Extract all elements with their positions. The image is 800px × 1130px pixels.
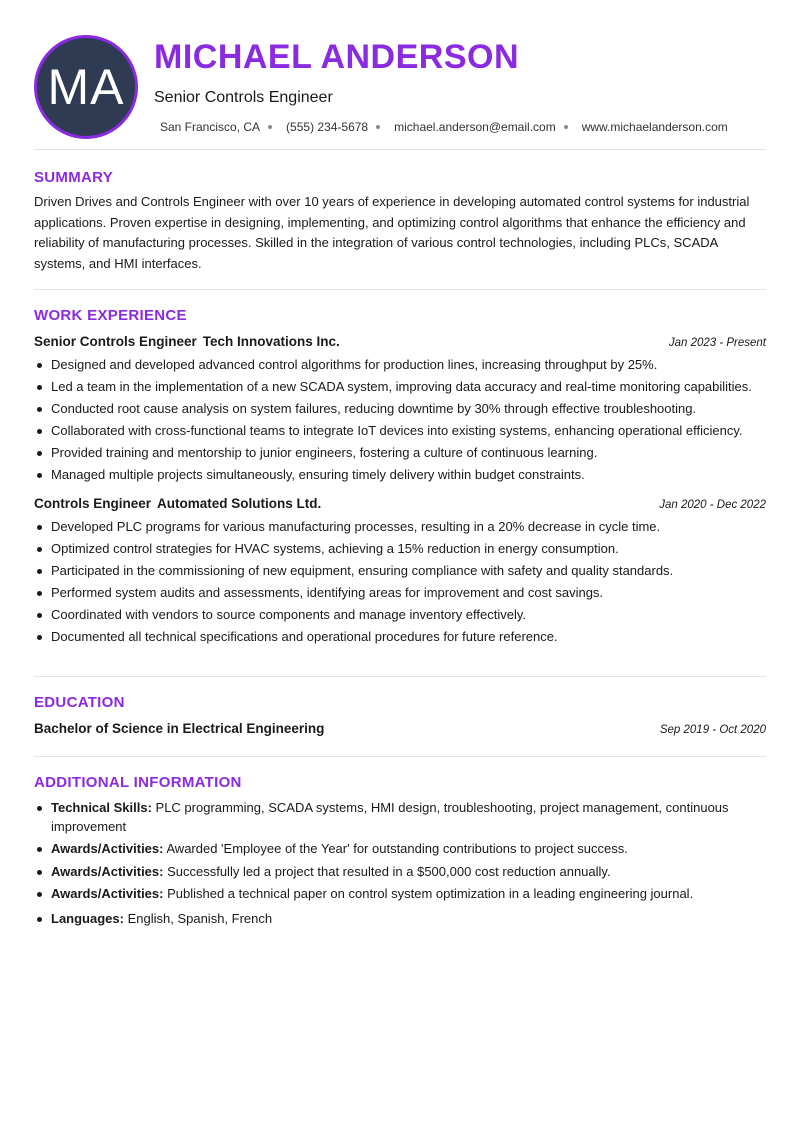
item-label: Languages: bbox=[51, 910, 124, 926]
job-company: Automated Solutions Ltd. bbox=[157, 495, 322, 511]
list-item: Performed system audits and assessments, identifying areas for improvement and cost savings. bbox=[34, 584, 766, 603]
work-experience-section bbox=[34, 290, 766, 677]
section-heading: EDUCATION bbox=[34, 694, 125, 711]
list-item: Managed multiple projects simultaneously, ensuring timely delivery within budget constraints. bbox=[34, 466, 766, 485]
list-item: Conducted root cause analysis on system failures, reducing downtime by 30% through effective troubleshooting. bbox=[34, 400, 766, 419]
summary-section bbox=[34, 150, 766, 290]
item-label: Awards/Activities: bbox=[51, 863, 164, 879]
separator-dot-icon bbox=[376, 125, 380, 129]
list-item: Collaborated with cross-functional teams to integrate IoT devices into existing systems, enhancing operational efficiency. bbox=[34, 422, 766, 441]
list-item bbox=[34, 840, 766, 859]
item-label: Awards/Activities: bbox=[51, 886, 164, 901]
candidate-name: MICHAEL ANDERSON bbox=[154, 38, 520, 76]
additional-info-section bbox=[34, 757, 766, 928]
item-label: Awards/Activities: bbox=[51, 841, 164, 856]
list-item: Developed PLC programs for various manufacturing processes, resulting in a 20% decrease in cycle time. bbox=[34, 518, 766, 537]
section-heading: ADDITIONAL INFORMATION bbox=[34, 774, 242, 791]
resume-header bbox=[34, 0, 766, 150]
job-dates: Jan 2020 - Dec 2022 bbox=[659, 498, 766, 511]
job-bullets bbox=[34, 518, 766, 647]
job-header bbox=[34, 495, 766, 513]
item-text: Published a technical paper on control system optimization in a leading engineering journal. bbox=[163, 886, 694, 901]
section-heading: SUMMARY bbox=[34, 169, 114, 186]
education-dates: Sep 2019 - Oct 2020 bbox=[659, 724, 766, 736]
avatar-initials: MA bbox=[47, 59, 125, 115]
contact-bar bbox=[160, 120, 728, 134]
list-item bbox=[34, 863, 766, 882]
item-text: Awarded 'Employee of the Year' for outstanding contributions to project success. bbox=[163, 841, 628, 856]
degree-name: Bachelor of Science in Electrical Engineering bbox=[34, 721, 325, 736]
item-text: Successfully led a project that resulted in a $500,000 cost reduction annually. bbox=[163, 863, 611, 879]
summary-text: Driven Drives and Controls Engineer with over 10 years of experience in developing automated control systems for industrial applications. Proven expertise in designing, implementing, and optimizing control algorithms that enhance the efficiency and reliability of manufacturing processes. Skilled in the integration of various control technologies, including PLCs, SCADA systems, and HMI interfaces. bbox=[34, 194, 750, 271]
list-item: Provided training and mentorship to junior engineers, fostering a culture of continuous learning. bbox=[34, 444, 766, 463]
item-label: Technical Skills: bbox=[51, 800, 152, 815]
list-item: Optimized control strategies for HVAC systems, achieving a 15% reduction in energy consumption. bbox=[34, 540, 766, 559]
list-item: Participated in the commissioning of new equipment, ensuring compliance with safety and quality standards. bbox=[34, 562, 766, 581]
job-bullets bbox=[34, 356, 766, 485]
list-item bbox=[34, 799, 766, 836]
separator-dot-icon bbox=[268, 125, 272, 129]
job-dates: Jan 2023 - Present bbox=[668, 337, 766, 349]
list-item bbox=[34, 910, 766, 929]
contact-email: michael.anderson@email.com bbox=[394, 120, 556, 134]
job-role: Controls Engineer bbox=[34, 495, 152, 511]
list-item: Coordinated with vendors to source components and manage inventory effectively. bbox=[34, 606, 766, 625]
job-entry bbox=[34, 333, 766, 485]
section-heading: WORK EXPERIENCE bbox=[34, 307, 187, 324]
job-entry bbox=[34, 495, 766, 647]
education-entry bbox=[34, 721, 766, 736]
candidate-title: Senior Controls Engineer bbox=[154, 89, 333, 106]
item-text: English, Spanish, French bbox=[123, 910, 273, 926]
contact-phone: (555) 234-5678 bbox=[286, 120, 369, 134]
job-header bbox=[34, 333, 766, 351]
job-company: Tech Innovations Inc. bbox=[202, 334, 340, 349]
additional-list bbox=[34, 799, 766, 928]
avatar bbox=[34, 35, 138, 139]
list-item: Documented all technical specifications and operational procedures for future reference. bbox=[34, 628, 766, 647]
item-text: PLC programming, SCADA systems, HMI design, troubleshooting, project management, continuous improvement bbox=[51, 800, 729, 834]
list-item bbox=[34, 885, 766, 904]
list-item: Designed and developed advanced control algorithms for production lines, increasing throughput by 25%. bbox=[34, 356, 766, 375]
list-item: Led a team in the implementation of a new SCADA system, improving data accuracy and real-time monitoring capabilities. bbox=[34, 378, 766, 397]
contact-website: www.michaelanderson.com bbox=[581, 120, 728, 134]
contact-location: San Francisco, CA bbox=[160, 120, 261, 134]
education-section bbox=[34, 677, 766, 757]
job-role: Senior Controls Engineer bbox=[34, 334, 197, 349]
separator-dot-icon bbox=[564, 125, 568, 129]
